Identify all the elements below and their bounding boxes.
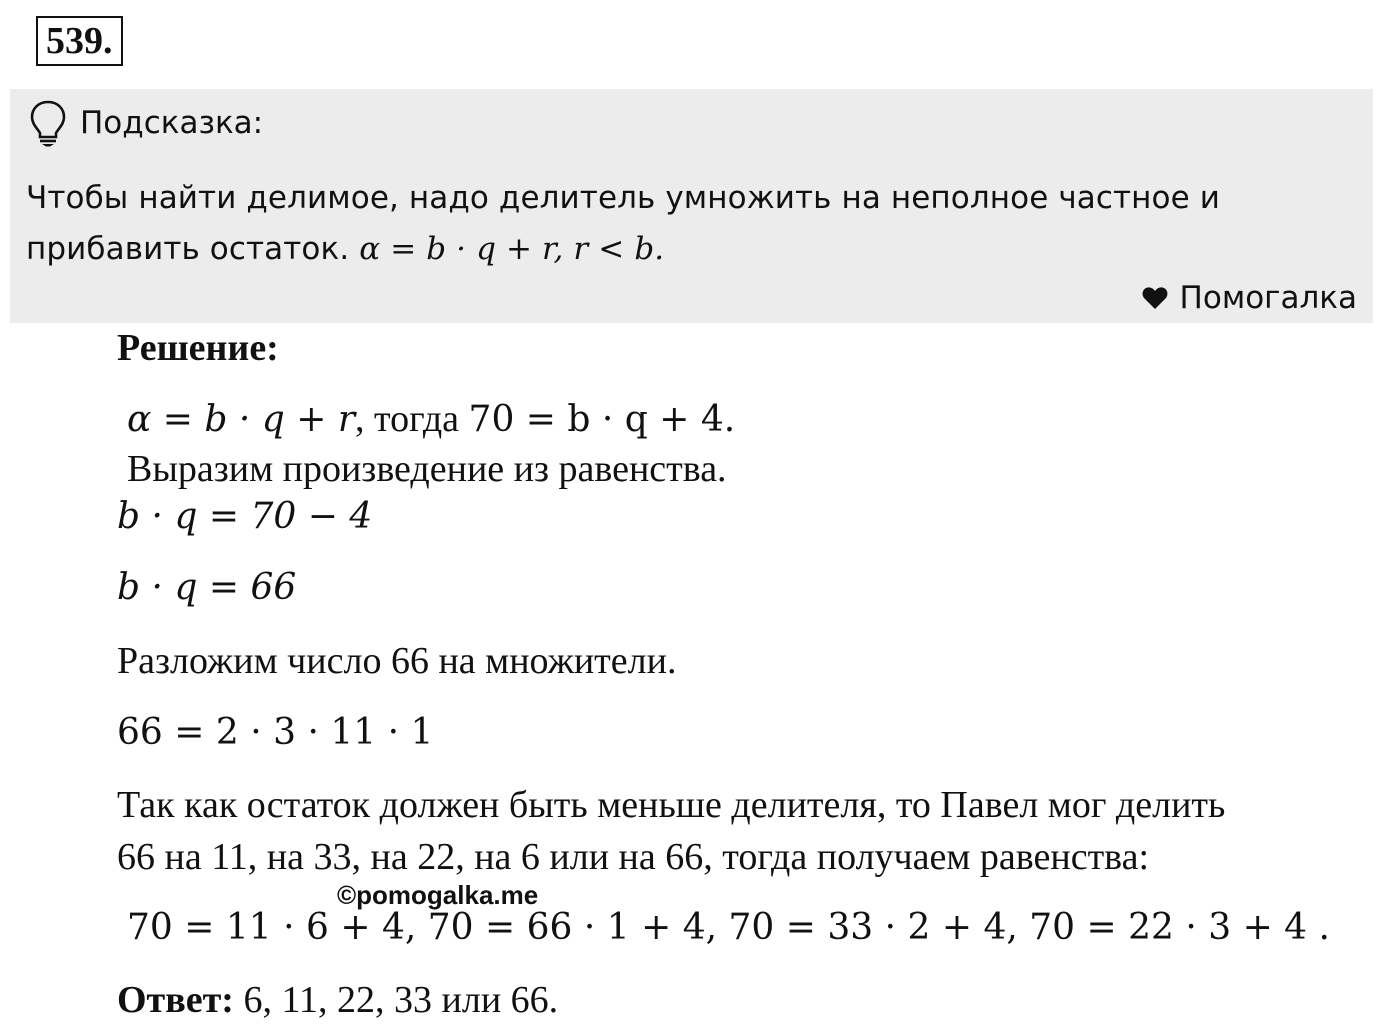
solution-line-8: 66 на 11, на 33, на 22, на 6 или на 66, тогда получаем равенства: [117,836,1150,878]
line1-formula: α = b · q + r [127,399,356,440]
solution-heading: Решение: [117,327,279,369]
solution-line-9: 70 = 11 · 6 + 4, 70 = 66 · 1 + 4, 70 = 33 · 2 + 4, 70 = 22 · 3 + 4 . [127,907,1330,948]
hint-title: Подсказка: [80,105,264,141]
hint-text [26,173,1356,275]
brand-label [1142,275,1357,321]
solution-line-7: Так как остаток должен быть меньше делителя, то Павел мог делить [117,784,1226,826]
answer-label: Ответ: [117,979,234,1021]
lightbulb-icon [28,99,68,147]
solution-line-1 [127,396,735,443]
hint-formula: α = b · q + r, r < b. [359,231,665,267]
heart-icon [1142,286,1168,310]
brand-name: Помогалка [1179,280,1357,316]
solution-line-4: b · q = 66 [117,567,297,608]
line1-equation: 70 = b · q + 4. [468,399,736,440]
answer-value: 6, 11, 22, 33 или 66. [233,979,559,1021]
answer-line [117,977,558,1023]
problem-number: 539. [36,16,123,66]
watermark: ©pomogalka.me [337,880,539,910]
solution-line-6: 66 = 2 · 3 · 11 · 1 [117,712,434,753]
hint-box [10,89,1373,323]
solution-line-5: Разложим число 66 на множители. [117,640,677,682]
hint-text-body: Чтобы найти делимое, надо делитель умножить на неполное частное и прибавить остаток. [26,180,1220,267]
solution-line-3: b · q = 70 − 4 [117,496,373,537]
line1-text: , тогда [355,398,460,440]
solution-line-2: Выразим произведение из равенства. [127,448,727,490]
